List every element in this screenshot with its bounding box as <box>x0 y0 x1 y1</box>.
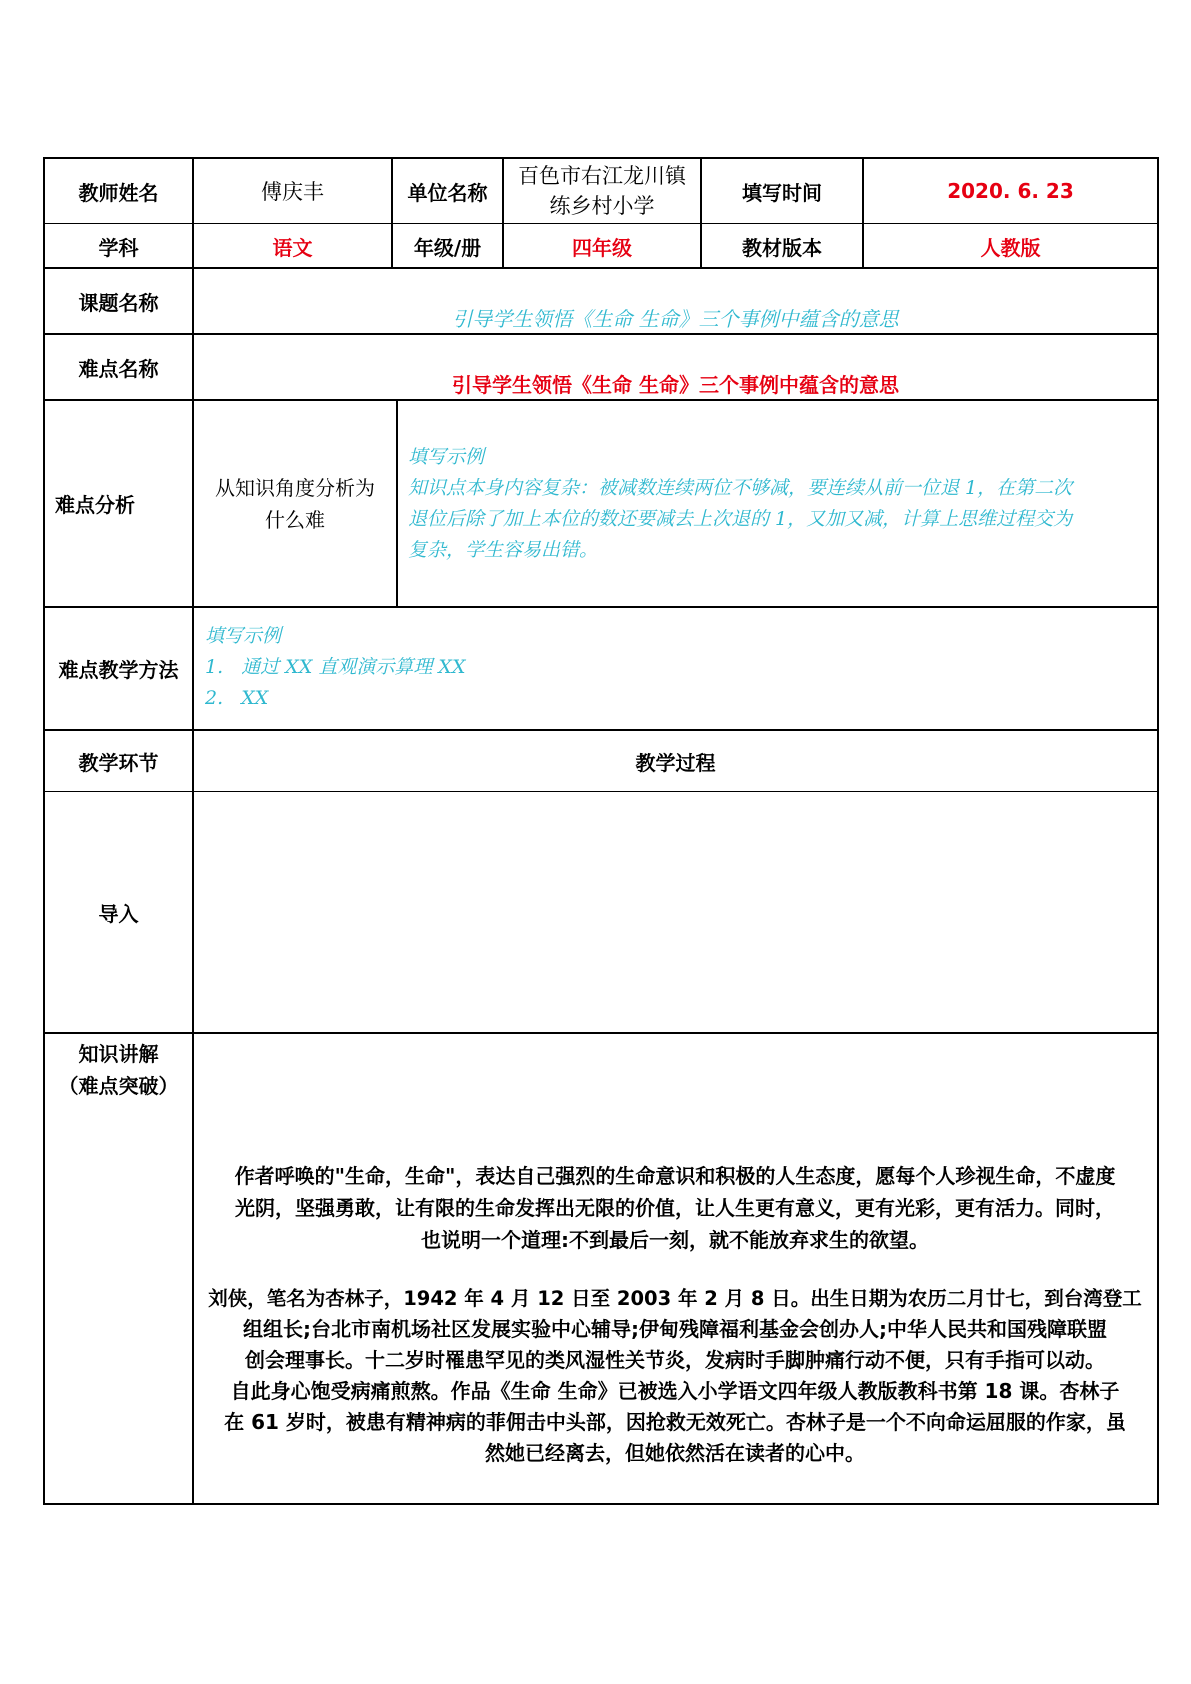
teacher-name-label: 教师姓名 <box>78 180 159 205</box>
analysis-example <box>408 442 1154 566</box>
difficulty-value: 引导学生领悟《生命 生命》三个事例中蕴含的意思 <box>452 372 899 397</box>
subject-value: 语文 <box>272 235 313 260</box>
unit-name-line2: 练乡村小学 <box>549 194 655 218</box>
paragraph-line: 也说明一个道理:不到最后一刻，就不能放弃求生的欲望。 <box>421 1228 929 1252</box>
analysis-label: 难点分析 <box>55 493 135 517</box>
knowledge-label <box>45 1038 192 1102</box>
paragraph-line: 自此身心饱受病痛煎熬。作品《生命 生命》已被选入小学语文四年级人教版教科书第 18 课。杏林子 <box>230 1379 1120 1403</box>
analysis-sublabel-line2: 什么难 <box>265 507 325 532</box>
edition-label: 教材版本 <box>742 235 822 260</box>
grid-line <box>43 223 1159 224</box>
grid-line <box>43 1503 1159 1505</box>
analysis-sublabel-line1: 从知识角度分析为 <box>215 475 375 500</box>
topic-value: 引导学生领悟《生命 生命》三个事例中蕴含的意思 <box>452 306 899 331</box>
analysis-sublabel <box>194 401 396 606</box>
subject-label: 学科 <box>98 235 139 260</box>
method-example-title: 填写示例 <box>205 625 282 647</box>
method-example-item: 1. 通过 XX 直观演示算理 XX <box>205 656 466 678</box>
unit-name-value <box>504 159 700 223</box>
paragraph-line: 创会理事长。十二岁时罹患罕见的类风湿性关节炎，发病时手脚肿痛行动不便，只有手指可以动。 <box>245 1348 1105 1372</box>
unit-name-line1: 百色市右江龙川镇 <box>518 164 686 188</box>
method-example-item: 2. XX <box>205 687 269 709</box>
paragraph-line: 组组长;台北市南机场社区发展实验中心辅导;伊甸残障福利基金会创办人;中华人民共和国残障联盟 <box>243 1317 1107 1341</box>
fill-date-value: 2020. 6. 23 <box>947 179 1074 203</box>
paragraph-line: 在 61 岁时，被患有精神病的菲佣击中头部，因抢救无效死亡。杏林子是一个不向命运屈服的作家，虽 <box>224 1410 1126 1434</box>
knowledge-label-line1: 知识讲解 <box>78 1042 159 1066</box>
teacher-name-value: 傅庆丰 <box>261 180 324 204</box>
teaching-stage-label: 教学环节 <box>78 750 159 775</box>
intro-label: 导入 <box>98 902 139 926</box>
grid-line <box>43 1032 1159 1034</box>
analysis-example-title: 填写示例 <box>408 446 485 468</box>
knowledge-label-line2: （难点突破） <box>58 1074 179 1098</box>
analysis-example-line: 知识点本身内容复杂：被减数连续两位不够减，要连续从前一位退 1，在第二次 <box>408 477 1073 499</box>
edition-value: 人教版 <box>980 235 1041 260</box>
grid-line <box>43 606 1159 608</box>
grid-line <box>1157 157 1159 1505</box>
paragraph-line: 光阴，坚强勇敢，让有限的生命发挥出无限的价值，让人生更有意义，更有光彩，更有活力。同时， <box>235 1196 1115 1220</box>
grade-label: 年级/册 <box>413 235 482 260</box>
topic-label: 课题名称 <box>78 290 159 315</box>
fill-date-label: 填写时间 <box>742 180 822 205</box>
teaching-process-label: 教学过程 <box>635 750 716 775</box>
knowledge-paragraph-2 <box>200 1283 1150 1469</box>
method-label: 难点教学方法 <box>58 658 179 682</box>
paragraph-line: 作者呼唤的"生命，生命"，表达自己强烈的生命意识和积极的人生态度，愿每个人珍视生命，不虚度 <box>234 1164 1116 1188</box>
paragraph-line: 然她已经离去，但她依然活在读者的心中。 <box>485 1441 865 1465</box>
grid-line <box>396 399 398 608</box>
difficulty-label: 难点名称 <box>78 356 159 381</box>
grid-line <box>43 267 1159 269</box>
unit-name-label: 单位名称 <box>407 180 488 205</box>
paragraph-line: 刘侠，笔名为杏林子，1942 年 4 月 12 日至 2003 年 2 月 8 日。出生日期为农历二月廿七，到台湾登工 <box>208 1287 1142 1310</box>
method-example <box>205 621 1105 714</box>
knowledge-paragraph-1 <box>200 1160 1150 1256</box>
analysis-example-line: 退位后除了加上本位的数还要减去上次退的 1，又加又减，计算上思维过程交为 <box>408 508 1073 530</box>
grid-line <box>43 791 1159 792</box>
intro-content <box>194 793 1157 1032</box>
analysis-example-line: 复杂，学生容易出错。 <box>408 539 599 561</box>
grade-value: 四年级 <box>572 235 632 260</box>
